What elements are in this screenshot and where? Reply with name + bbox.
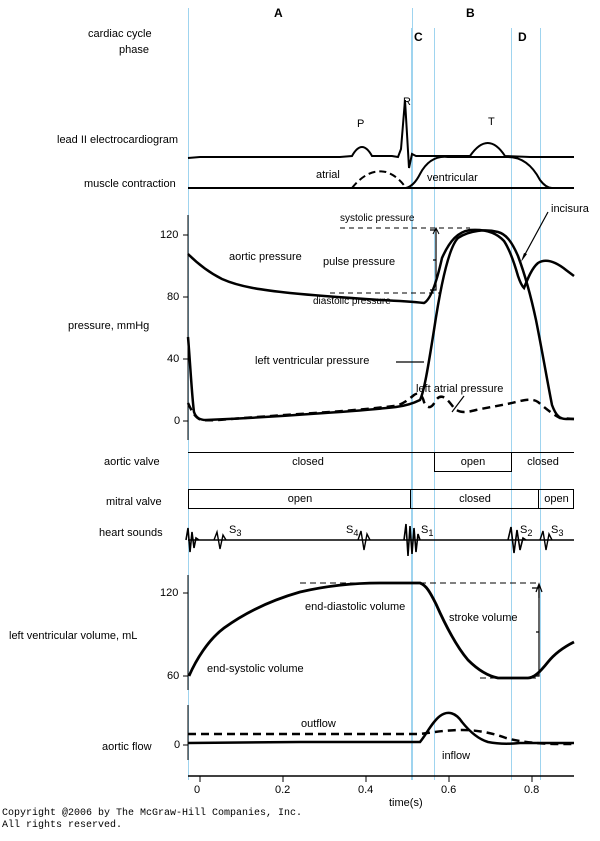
row-label-mitral-valve: mitral valve <box>106 496 162 508</box>
volume-tick-60: 60 <box>167 670 180 682</box>
annotation-left-atrial-pressure: left atrial pressure <box>416 383 504 395</box>
cycle-phase-label-line1: cardiac cycle <box>88 28 152 40</box>
x-tick-0-8: 0.8 <box>524 784 540 796</box>
phase-label-D: D <box>518 30 527 44</box>
row-label-heart-sounds: heart sounds <box>99 527 163 539</box>
annotation-end-systolic-volume: end-systolic volume <box>207 663 304 675</box>
row-label-volume-axis: left ventricular volume, mL <box>9 630 138 642</box>
atrial-contraction-curve <box>352 171 406 188</box>
x-tick-0: 0 <box>194 784 201 796</box>
heart-sound-s1-sub: 1 <box>428 528 434 539</box>
phase-label-C: C <box>414 30 423 44</box>
heart-sound-s3b-label: S <box>551 524 559 536</box>
heart-sound-s4-label: S <box>346 524 354 536</box>
x-tick-0-4: 0.4 <box>358 784 374 796</box>
x-tick-0-2: 0.2 <box>275 784 291 796</box>
pressure-tick-0: 0 <box>174 415 181 427</box>
left-ventricular-pressure-curve <box>188 230 574 420</box>
cycle-phase-label-line2: phase <box>119 44 149 56</box>
row-label-aortic-valve: aortic valve <box>104 456 160 468</box>
annotation-pulse-pressure: pulse pressure <box>323 256 396 268</box>
pressure-tick-80: 80 <box>167 291 180 303</box>
annotation-diastolic-pressure: diastolic pressure <box>313 296 391 307</box>
x-tick-0-6: 0.6 <box>441 784 457 796</box>
annotation-end-diastolic-volume: end-diastolic volume <box>305 601 406 613</box>
copyright-block <box>2 808 302 832</box>
x-axis-label: time(s) <box>389 797 423 809</box>
mitral-valve-state-closed: closed <box>459 493 491 505</box>
annotation-incisura: incisura <box>551 203 589 215</box>
mitral-valve-state-open-1: open <box>287 493 313 505</box>
flow-tick-0: 0 <box>174 739 181 751</box>
phase-label-B: B <box>466 6 475 20</box>
annotation-systolic-pressure: systolic pressure <box>340 213 415 224</box>
heart-sound-s4-sub: 4 <box>353 528 359 539</box>
volume-tick-120: 120 <box>160 587 179 599</box>
aortic-outflow-curve <box>188 713 574 744</box>
copyright-line2: All rights reserved. <box>2 820 123 831</box>
heart-sound-s2-sub: 2 <box>527 528 533 539</box>
left-atrial-pressure-curve <box>188 394 574 421</box>
annotation-ecg-t: T <box>488 116 495 128</box>
incisura-pointer <box>523 212 548 258</box>
annotation-aortic-pressure: aortic pressure <box>229 251 302 263</box>
copyright-line1: Copyright @2006 by The McGraw-Hill Companies, Inc. <box>2 808 303 819</box>
annotation-inflow: inflow <box>442 750 471 762</box>
annotation-ecg-r: R <box>403 96 411 108</box>
pressure-tick-40: 40 <box>167 353 180 365</box>
phase-label-A: A <box>274 6 283 20</box>
annotation-outflow: outflow <box>301 718 336 730</box>
left-ventricular-volume-curve <box>189 583 574 678</box>
row-label-aortic-flow: aortic flow <box>102 741 152 753</box>
row-label-ecg: lead II electrocardiogram <box>57 134 179 146</box>
heart-sound-s3b-sub: 3 <box>558 528 564 539</box>
annotation-stroke-volume: stroke volume <box>449 612 518 624</box>
heart-sound-s3a-sub: 3 <box>236 528 242 539</box>
annotation-ventricular: ventricular <box>427 172 478 184</box>
mitral-valve-state-open-2: open <box>544 493 569 505</box>
annotation-ecg-p: P <box>357 118 365 130</box>
ventricular-contraction-curve <box>406 157 552 188</box>
pressure-tick-120: 120 <box>160 229 179 241</box>
annotation-left-ventricular-pressure: left ventricular pressure <box>255 355 370 367</box>
aortic-valve-state-open: open <box>460 456 486 468</box>
row-label-pressure-axis: pressure, mmHg <box>68 320 150 332</box>
heart-sound-s1-label: S <box>421 524 429 536</box>
stroke-volume-arrow <box>536 584 542 598</box>
aortic-valve-state-closed-2: closed <box>527 456 559 468</box>
row-label-muscle-contraction: muscle contraction <box>84 178 176 190</box>
heart-sound-s2-label: S <box>520 524 528 536</box>
aortic-valve-state-closed-1: closed <box>292 456 324 468</box>
stroke-volume-bracket <box>532 588 539 676</box>
aortic-pressure-curve <box>188 230 574 303</box>
heart-sound-s3a-label: S <box>229 524 237 536</box>
annotation-atrial: atrial <box>316 169 340 181</box>
incisura-arrowhead <box>521 253 527 262</box>
